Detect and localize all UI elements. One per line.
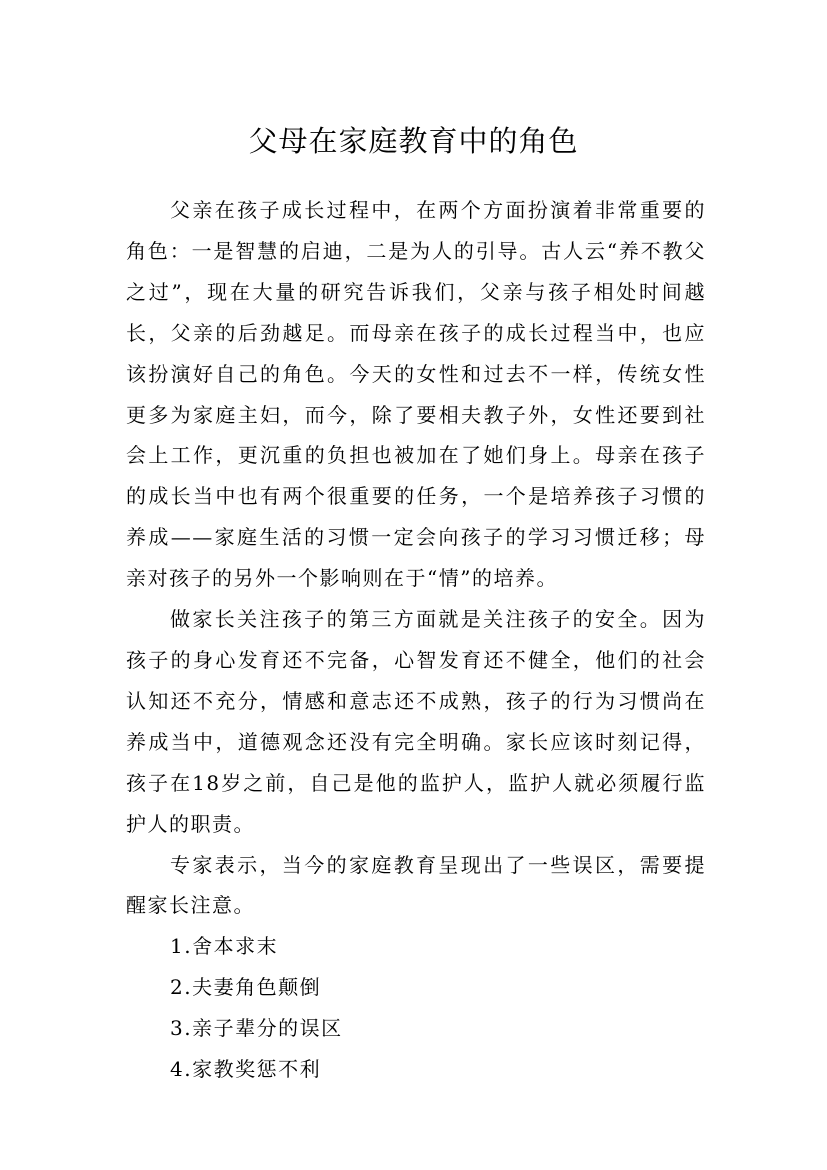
list-item: 2.夫妻角色颠倒	[170, 975, 322, 1000]
list-item: 3.亲子辈分的误区	[170, 1016, 343, 1041]
document-title: 父母在家庭教育中的角色	[248, 124, 579, 159]
list-item: 1.舍本求末	[170, 934, 279, 959]
document-body	[126, 190, 706, 1090]
misconceptions-list	[126, 926, 706, 1090]
paragraph-child-safety: 做家长关注孩子的第三方面就是关注孩子的安全。因为孩子的身心发育还不完备，心智发育还不健全，他们的社会认知还不充分，情感和意志还不成熟，孩子的行为习惯尚在养成当中，道德观念还没有完全明确。家长应该时刻记得，孩子在18岁之前，自己是他的监护人，监护人就必须履行监护人的职责。	[126, 607, 706, 836]
paragraph-parents-roles: 父亲在孩子成长过程中，在两个方面扮演着非常重要的角色：一是智慧的启迪，二是为人的引导。古人云“养不教父之过”，现在大量的研究告诉我们，父亲与孩子相处时间越长，父亲的后劲越足。而母亲在孩子的成长过程当中，也应该扮演好自己的角色。今天的女性和过去不一样，传统女性更多为家庭主妇，而今，除了要相夫教子外，女性还要到社会上工作，更沉重的负担也被加在了她们身上。母亲在孩子的成长当中也有两个很重要的任务，一个是培养孩子习惯的养成——家庭生活的习惯一定会向孩子的学习习惯迁移；母亲对孩子的另外一个影响则在于“情”的培养。	[126, 198, 706, 591]
paragraph-misconceptions-intro: 专家表示，当今的家庭教育呈现出了一些误区，需要提醒家长注意。	[126, 852, 706, 918]
list-item: 4.家教奖惩不利	[170, 1057, 322, 1082]
